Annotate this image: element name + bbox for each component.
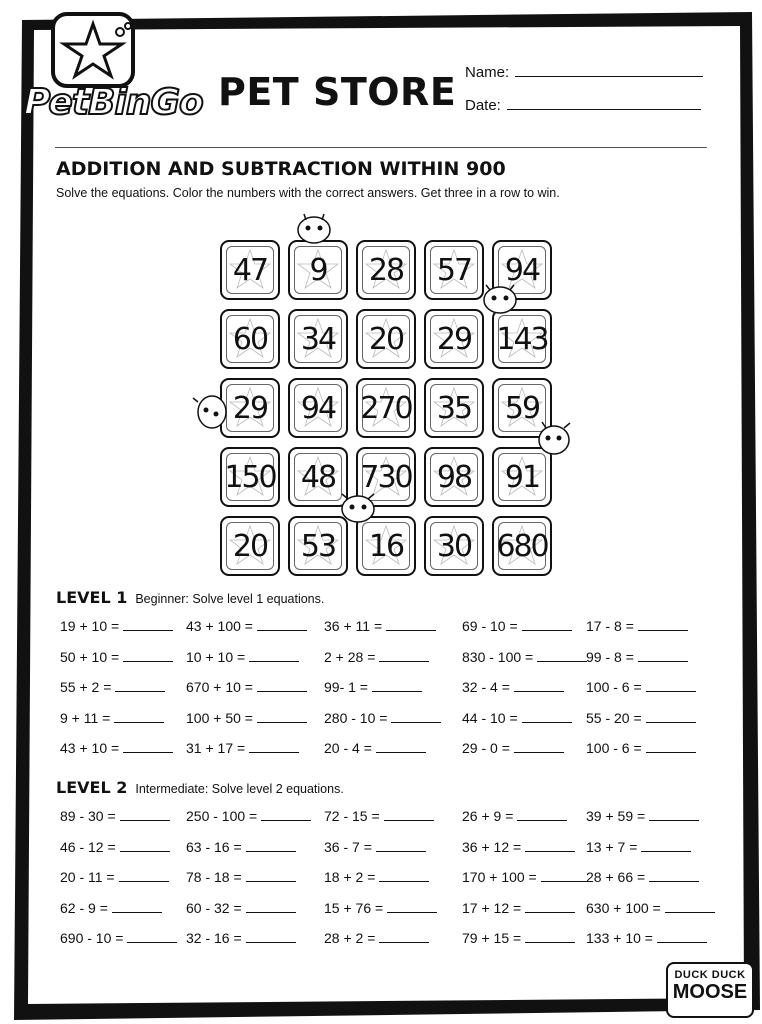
answer-blank[interactable] xyxy=(638,620,688,631)
bingo-cell[interactable] xyxy=(424,516,484,576)
equation-text: 690 - 10 = xyxy=(60,930,124,946)
bingo-number: 143 xyxy=(496,321,548,357)
critter-icon xyxy=(192,392,228,432)
logo-wordmark: PetBinGo xyxy=(24,82,203,123)
answer-blank[interactable] xyxy=(646,681,696,692)
bingo-number: 59 xyxy=(504,390,540,426)
bingo-cell[interactable] xyxy=(356,516,416,576)
equation xyxy=(462,649,587,665)
equation-text: 55 + 2 = xyxy=(60,679,112,695)
equation xyxy=(324,618,436,634)
equation xyxy=(60,930,177,946)
equation-text: 32 - 16 = xyxy=(186,930,242,946)
bingo-number: 20 xyxy=(232,528,268,564)
level2-desc: Intermediate: Solve level 2 equations. xyxy=(135,782,344,796)
section-instructions: Solve the equations. Color the numbers with the correct answers. Get three in a row to win. xyxy=(56,186,560,200)
bingo-cell[interactable] xyxy=(492,447,552,507)
equation xyxy=(586,740,696,756)
answer-blank[interactable] xyxy=(120,810,170,821)
equation-text: 89 - 30 = xyxy=(60,808,116,824)
answer-blank[interactable] xyxy=(384,810,434,821)
equation-text: 9 + 11 = xyxy=(60,709,111,726)
answer-blank[interactable] xyxy=(120,841,170,852)
equation-text: 133 + 10 = xyxy=(586,930,653,946)
equation xyxy=(60,679,165,695)
level1-desc: Beginner: Solve level 1 equations. xyxy=(135,592,325,606)
answer-blank[interactable] xyxy=(649,871,699,882)
bingo-number: 30 xyxy=(436,528,472,564)
equation xyxy=(462,679,564,695)
equation-text: 18 + 2 = xyxy=(324,869,376,885)
date-label: Date: xyxy=(465,97,501,114)
answer-blank[interactable] xyxy=(376,841,426,852)
equation xyxy=(462,808,567,824)
equation xyxy=(462,740,564,756)
equation-text: 20 - 4 = xyxy=(324,740,372,756)
equation xyxy=(60,618,173,634)
answer-blank[interactable] xyxy=(638,651,688,662)
bingo-number: 47 xyxy=(232,252,268,288)
bingo-number: 29 xyxy=(436,321,472,357)
equation-text: 19 + 10 = xyxy=(60,618,120,634)
equation xyxy=(462,618,572,634)
equation-text: 28 + 66 = xyxy=(586,869,646,885)
equation-text: 43 + 100 = xyxy=(186,618,253,634)
equation xyxy=(586,869,699,885)
bingo-number: 91 xyxy=(504,459,540,495)
answer-blank[interactable] xyxy=(391,712,441,723)
equation-text: 13 + 7 = xyxy=(586,838,638,855)
equation-text: 100 - 6 = xyxy=(586,740,642,756)
answer-blank[interactable] xyxy=(246,871,296,882)
level2-title: LEVEL 2 xyxy=(56,778,128,797)
answer-blank[interactable] xyxy=(257,681,307,692)
answer-blank[interactable] xyxy=(541,871,591,882)
bingo-number: 680 xyxy=(496,528,548,564)
equation xyxy=(186,740,299,756)
bingo-number: 94 xyxy=(300,390,336,426)
equation-text: 55 - 20 = xyxy=(586,709,642,726)
date-field[interactable] xyxy=(465,97,701,114)
equation xyxy=(186,900,296,916)
bingo-cell[interactable] xyxy=(220,378,280,438)
bingo-cell[interactable] xyxy=(424,447,484,507)
equation-text: 36 - 7 = xyxy=(324,838,372,855)
equation xyxy=(462,930,575,946)
bingo-cell[interactable] xyxy=(220,516,280,576)
equation xyxy=(60,740,173,756)
equation-text: 31 + 17 = xyxy=(186,740,246,756)
answer-blank[interactable] xyxy=(114,712,164,723)
bingo-cell[interactable] xyxy=(424,240,484,300)
bingo-cell[interactable] xyxy=(220,309,280,369)
answer-blank[interactable] xyxy=(379,932,429,943)
bingo-number: 16 xyxy=(368,528,404,564)
level1-heading xyxy=(56,588,324,607)
answer-blank[interactable] xyxy=(123,742,173,753)
answer-blank[interactable] xyxy=(112,902,162,913)
bingo-cell[interactable] xyxy=(288,309,348,369)
equation-text: 32 - 4 = xyxy=(462,679,510,695)
bingo-number: 34 xyxy=(300,321,336,357)
answer-blank[interactable] xyxy=(514,742,564,753)
duck-duck-moose-logo xyxy=(666,962,754,1018)
critter-icon xyxy=(338,490,378,524)
answer-blank[interactable] xyxy=(525,932,575,943)
equation xyxy=(462,710,572,726)
equation-text: 99 - 8 = xyxy=(586,648,634,665)
bingo-cell[interactable] xyxy=(424,309,484,369)
equation-text: 50 + 10 = xyxy=(60,648,120,665)
equation xyxy=(586,618,688,634)
bingo-number: 94 xyxy=(504,252,540,288)
equation-text: 100 + 50 = xyxy=(186,709,253,726)
equation xyxy=(186,839,296,855)
bingo-cell[interactable] xyxy=(288,240,348,300)
section-heading: ADDITION AND SUBTRACTION WITHIN 900 xyxy=(56,158,506,180)
answer-blank[interactable] xyxy=(123,620,173,631)
answer-blank[interactable] xyxy=(119,871,169,882)
name-label: Name: xyxy=(465,64,510,81)
bingo-cell[interactable] xyxy=(492,516,552,576)
answer-blank[interactable] xyxy=(649,810,699,821)
equation xyxy=(462,839,575,855)
equation xyxy=(324,869,429,885)
equation xyxy=(186,710,307,726)
equation xyxy=(324,930,429,946)
equation-text: 17 + 12 = xyxy=(462,899,522,916)
bingo-number: 730 xyxy=(360,459,412,495)
bingo-number: 48 xyxy=(300,459,336,495)
answer-blank[interactable] xyxy=(665,902,715,913)
equation-text: 44 - 10 = xyxy=(462,709,518,726)
equation xyxy=(186,869,296,885)
bingo-cell[interactable] xyxy=(288,516,348,576)
critter-icon xyxy=(480,282,520,314)
brand-line1: DUCK DUCK xyxy=(674,969,746,981)
answer-blank[interactable] xyxy=(386,620,436,631)
answer-blank[interactable] xyxy=(514,681,564,692)
bingo-cell[interactable] xyxy=(356,240,416,300)
bingo-number: 9 xyxy=(309,252,327,288)
answer-blank[interactable] xyxy=(657,932,707,943)
equation-text: 60 - 32 = xyxy=(186,899,242,916)
equation-text: 62 - 9 = xyxy=(60,899,108,916)
level2-heading xyxy=(56,778,344,797)
bingo-cell[interactable] xyxy=(492,309,552,369)
equation xyxy=(586,649,688,665)
equation xyxy=(60,808,170,824)
answer-blank[interactable] xyxy=(246,932,296,943)
bingo-cell[interactable] xyxy=(220,447,280,507)
equation-text: 36 + 11 = xyxy=(324,618,383,634)
equation-text: 170 + 100 = xyxy=(462,869,537,885)
answer-blank[interactable] xyxy=(522,712,572,723)
equation-text: 99- 1 = xyxy=(324,679,368,695)
equation-text: 20 - 11 = xyxy=(60,869,115,885)
equation xyxy=(462,900,575,916)
answer-blank[interactable] xyxy=(641,841,691,852)
bingo-cell[interactable] xyxy=(356,309,416,369)
equation-text: 39 + 59 = xyxy=(586,808,646,824)
answer-blank[interactable] xyxy=(372,681,422,692)
bingo-number: 150 xyxy=(224,459,276,495)
equation-text: 79 + 15 = xyxy=(462,930,522,946)
equation xyxy=(60,869,169,885)
answer-blank[interactable] xyxy=(379,871,429,882)
bingo-number: 29 xyxy=(232,390,268,426)
equation-text: 26 + 9 = xyxy=(462,808,514,824)
bingo-number: 28 xyxy=(368,252,404,288)
answer-blank[interactable] xyxy=(517,810,567,821)
answer-blank[interactable] xyxy=(127,932,177,943)
equation xyxy=(186,618,307,634)
equation-text: 17 - 8 = xyxy=(586,618,634,634)
equation xyxy=(586,930,707,946)
bingo-number: 53 xyxy=(300,528,336,564)
answer-blank[interactable] xyxy=(249,742,299,753)
equation xyxy=(586,839,691,855)
critter-icon xyxy=(294,212,334,244)
equation xyxy=(60,649,173,665)
answer-blank[interactable] xyxy=(379,651,429,662)
equation-text: 36 + 12 = xyxy=(462,838,522,855)
answer-blank[interactable] xyxy=(123,651,173,662)
equation xyxy=(586,679,696,695)
answer-blank[interactable] xyxy=(646,712,696,723)
bingo-cell[interactable] xyxy=(356,378,416,438)
answer-blank[interactable] xyxy=(115,681,165,692)
answer-blank[interactable] xyxy=(246,902,296,913)
answer-blank[interactable] xyxy=(522,620,572,631)
bingo-number: 57 xyxy=(436,252,472,288)
equation xyxy=(324,900,437,916)
answer-blank[interactable] xyxy=(387,902,437,913)
date-line[interactable] xyxy=(507,97,701,110)
equation-text: 78 - 18 = xyxy=(186,869,242,885)
equation xyxy=(324,649,429,665)
answer-blank[interactable] xyxy=(525,841,575,852)
equation xyxy=(60,900,162,916)
bingo-cell[interactable] xyxy=(424,378,484,438)
answer-blank[interactable] xyxy=(525,902,575,913)
equation-text: 43 + 10 = xyxy=(60,740,120,756)
bingo-number: 270 xyxy=(360,390,412,426)
name-field[interactable] xyxy=(465,64,703,81)
equation-text: 830 - 100 = xyxy=(462,648,534,665)
equation-text: 250 - 100 = xyxy=(186,808,258,824)
page-title: PET STORE xyxy=(218,70,457,114)
bingo-cell[interactable] xyxy=(220,240,280,300)
equation xyxy=(324,839,426,855)
equation-text: 630 + 100 = xyxy=(586,899,661,916)
equation-text: 28 + 2 = xyxy=(324,930,376,946)
bingo-cell[interactable] xyxy=(288,378,348,438)
bingo-number: 35 xyxy=(436,390,472,426)
answer-blank[interactable] xyxy=(537,651,587,662)
critter-icon xyxy=(536,420,574,456)
equation xyxy=(324,710,441,726)
equation xyxy=(462,869,591,885)
equation-text: 63 - 16 = xyxy=(186,838,242,855)
equation xyxy=(60,710,164,726)
answer-blank[interactable] xyxy=(646,742,696,753)
answer-blank[interactable] xyxy=(376,742,426,753)
equation-text: 10 + 10 = xyxy=(186,648,246,665)
equation-text: 2 + 28 = xyxy=(324,648,376,665)
header-divider xyxy=(55,147,707,148)
name-line[interactable] xyxy=(515,64,703,77)
equation xyxy=(60,839,170,855)
bingo-number: 98 xyxy=(436,459,472,495)
bingo-number: 20 xyxy=(368,321,404,357)
equation xyxy=(586,710,696,726)
answer-blank[interactable] xyxy=(249,651,299,662)
equation-text: 100 - 6 = xyxy=(586,679,642,695)
answer-blank[interactable] xyxy=(257,712,307,723)
equation xyxy=(324,679,422,695)
equation-text: 670 + 10 = xyxy=(186,679,253,695)
level1-title: LEVEL 1 xyxy=(56,588,128,607)
equation-text: 15 + 76 = xyxy=(324,899,384,916)
equation xyxy=(586,808,699,824)
brand-line2: MOOSE xyxy=(672,981,748,1003)
equation xyxy=(186,808,311,824)
equation-text: 69 - 10 = xyxy=(462,618,518,634)
equation-text: 72 - 15 = xyxy=(324,808,380,824)
equation xyxy=(186,679,307,695)
equation-text: 46 - 12 = xyxy=(60,838,116,855)
answer-blank[interactable] xyxy=(257,620,307,631)
bingo-number: 60 xyxy=(232,321,268,357)
equation xyxy=(324,808,434,824)
equation xyxy=(324,740,426,756)
equation xyxy=(186,930,296,946)
equation xyxy=(586,900,715,916)
petbingo-logo xyxy=(8,10,203,123)
equation xyxy=(186,649,299,665)
equation-text: 280 - 10 = xyxy=(324,709,388,726)
answer-blank[interactable] xyxy=(246,841,296,852)
equation-text: 29 - 0 = xyxy=(462,740,510,756)
answer-blank[interactable] xyxy=(261,810,311,821)
